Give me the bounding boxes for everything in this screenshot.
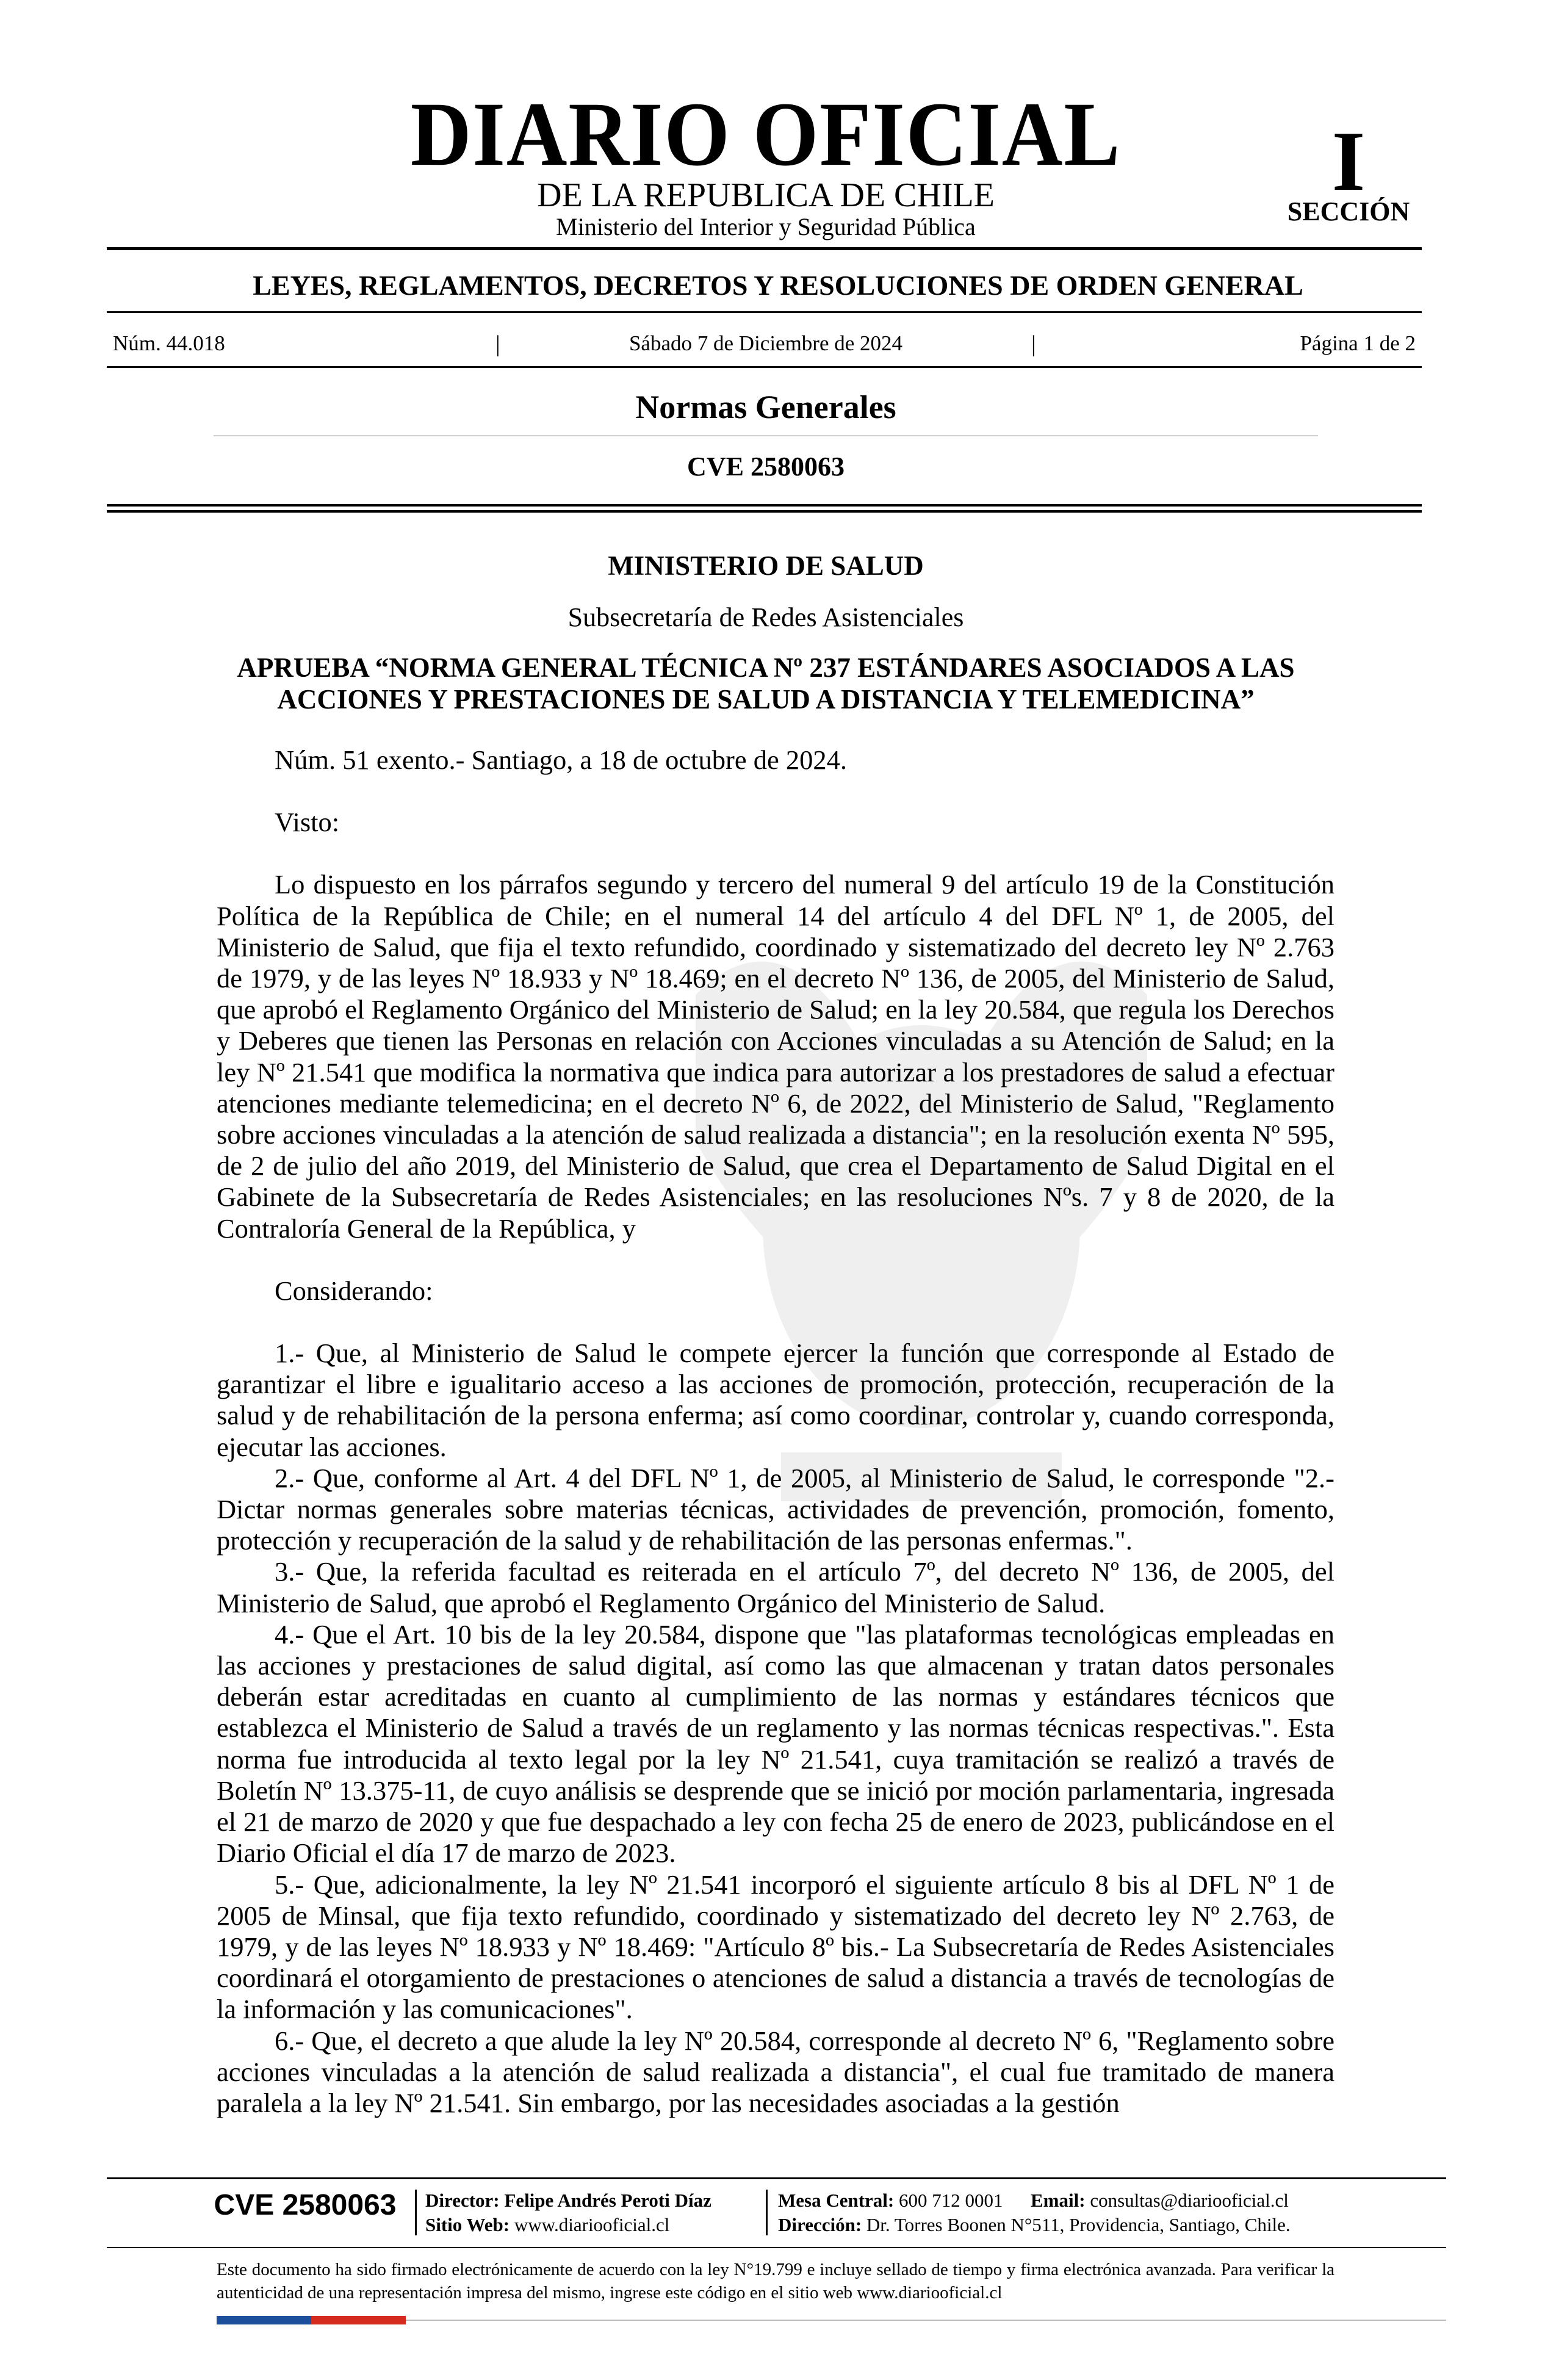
meta-separator: | — [495, 331, 500, 357]
band-rule — [107, 311, 1422, 313]
footer-address — [778, 2213, 1291, 2237]
director-name: Felipe Andrés Peroti Díaz — [504, 2190, 711, 2211]
address-label: Dirección: — [778, 2214, 862, 2235]
document-title-line: APRUEBA “NORMA GENERAL TÉCNICA Nº 237 ESTÁNDARES ASOCIADOS A LAS — [237, 652, 1295, 683]
director-label: Director: — [425, 2190, 500, 2211]
issue-number: Núm. 44.018 — [113, 331, 225, 355]
flag-stripe-red — [311, 2316, 406, 2324]
phone-label: Mesa Central: — [778, 2190, 895, 2211]
footer-cve-code: CVE 2580063 — [214, 2189, 397, 2221]
considerando-paragraph: 6.- Que, el decreto a que alude la ley Nº 20.584, corresponde al decreto Nº 6, "Reglamento sobre acciones vinculadas a la atención de salud realizada a distancia", el cual fue tramitado de manera paralela a la ley Nº 21.541. Sin embargo, por las necesidades asociadas a la gestión — [217, 2025, 1334, 2118]
visto-heading: Visto: — [275, 807, 340, 838]
subsecretaria: Subsecretaría de Redes Asistenciales — [567, 602, 964, 632]
site-label: Sitio Web: — [425, 2214, 510, 2235]
email-link[interactable]: consultas@diariooficial.cl — [1090, 2190, 1289, 2211]
masthead-band: LEYES, REGLAMENTOS, DECRETOS Y RESOLUCIONES DE ORDEN GENERAL — [253, 270, 1303, 301]
document-title — [183, 652, 1349, 715]
signature-note: Este documento ha sido firmado electrónicamente de acuerdo con la ley N°19.799 e incluye sellado de tiempo y firma electrónica avanzada. Para verificar la autenticidad de una representación impresa del mismo, ingrese este código en el sitio web www.diariooficial.cl — [217, 2260, 1334, 2302]
footer-divider — [415, 2190, 417, 2235]
considerando-heading: Considerando: — [275, 1275, 433, 1306]
flag-underline — [406, 2320, 1446, 2321]
meta-separator: | — [1031, 331, 1036, 357]
footer-director — [425, 2188, 711, 2213]
footer-rule — [107, 2247, 1446, 2248]
header-double-rule — [107, 510, 1422, 513]
masthead-title: DIARIO OFICIAL — [410, 84, 1122, 185]
decree-number-line: Núm. 51 exento.- Santiago, a 18 de octubre de 2024. — [275, 745, 847, 775]
masthead-subtitle: DE LA REPUBLICA DE CHILE — [537, 176, 995, 214]
cve-code: CVE 2580063 — [687, 452, 845, 481]
considerando-paragraph: 4.- Que el Art. 10 bis de la ley 20.584, dispone que "las plataformas tecnológicas empleadas en las acciones y prestaciones de salud digital, así como las que almacenan y tratan datos personales deberán estar acreditadas en cuanto al cumplimiento de las normas y estándares técnicos que establezca el Ministerio de Salud a través de un reglamento y las normas técnicas respectivas.". Esta norma fue introducida al texto legal por la ley Nº 21.541, cuya tramitación se realizó a través de Boletín Nº 13.375-11, de cuyo análisis se desprende que se inició por moción parlamentaria, ingresada el 21 de marzo de 2020 y que fue despachado a ley con fecha 25 de enero de 2023, publicándose en el Diario Oficial el día 17 de marzo de 2023. — [217, 1618, 1334, 1869]
issue-date: Sábado 7 de Diciembre de 2024 — [629, 331, 903, 355]
visto-paragraph: Lo dispuesto en los párrafos segundo y tercero del numeral 9 del artículo 19 de la Constitución Política de la República de Chile; en el numeral 14 del artículo 4 del DFL Nº 1, de 2005, del Ministerio de Salud, que fija el texto refundido, coordinado y sistematizado del decreto ley Nº 2.763 de 1979, y de las leyes Nº 18.933 y Nº 18.469; en el decreto Nº 136, de 2005, del Ministerio de Salud, que aprobó el Reglamento Orgánico del Ministerio de Salud; en la ley 20.584, que regula los Derechos y Deberes que tienen las Personas en relación con Acciones vinculadas a su Atención de Salud; en la ley Nº 21.541 que modifica la normativa que indica para autorizar a los prestadores de salud a efectuar atenciones mediante telemedicina; en el decreto Nº 6, de 2022, del Ministerio de Salud, "Reglamento sobre acciones vinculadas a la atención de salud realizada a distancia"; en la resolución exenta Nº 595, de 2 de julio del año 2019, del Ministerio de Salud, que crea el Departamento de Salud Digital en el Gabinete de la Subsecretaría de Redes Asistenciales; en las resoluciones Nºs. 7 y 8 de 2020, de la Contraloría General de la República, y — [217, 869, 1334, 1244]
address-text: Dr. Torres Boonen N°511, Providencia, Santiago, Chile. — [866, 2214, 1291, 2235]
phone-number: 600 712 0001 — [899, 2190, 1003, 2211]
email-label: Email: — [1031, 2190, 1086, 2211]
flag-stripe-blue — [217, 2316, 311, 2324]
masthead-rule — [107, 247, 1422, 250]
footer-divider — [766, 2190, 768, 2235]
footer-rule — [107, 2177, 1446, 2179]
considerando-paragraph: 2.- Que, conforme al Art. 4 del DFL Nº 1, de 2005, al Ministerio de Salud, le corresponde "2.- Dictar normas generales sobre materias técnicas, actividades de prevención, promoción, fomento, protección y recuperación de la salud y de rehabilitación de las personas enfermas.". — [217, 1462, 1334, 1556]
page-indicator: Página 1 de 2 — [1300, 331, 1416, 355]
masthead-ministry: Ministerio del Interior y Seguridad Pública — [556, 213, 976, 240]
document-title-line: ACCIONES Y PRESTACIONES DE SALUD A DISTANCIA Y TELEMEDICINA” — [277, 684, 1255, 715]
document-body — [217, 745, 1334, 2119]
site-link[interactable]: www.diariooficial.cl — [514, 2214, 670, 2235]
considerando-paragraph: 1.- Que, al Ministerio de Salud le compete ejercer la función que corresponde al Estado de garantizar el libre e igualitario acceso a las acciones de promoción, protección, recuperación de la salud y de rehabilitación de la persona enferma; así como coordinar, controlar y, cuando corresponda, ejecutar las acciones. — [217, 1338, 1334, 1462]
ministry-heading: MINISTERIO DE SALUD — [608, 550, 924, 581]
section-heading: Normas Generales — [635, 389, 896, 425]
footer-contact — [778, 2188, 1289, 2213]
section-number: I — [1331, 114, 1366, 209]
header-double-rule — [107, 504, 1422, 507]
considerando-paragraph: 3.- Que, la referida facultad es reiterada en el artículo 7º, del decreto Nº 136, de 2005, del Ministerio de Salud, que aprobó el Reglamento Orgánico del Ministerio de Salud. — [217, 1556, 1334, 1618]
footer-site — [425, 2213, 669, 2237]
section-divider — [214, 435, 1318, 436]
section-label: SECCIÓN — [1287, 197, 1410, 226]
meta-rule — [107, 366, 1422, 368]
considerando-paragraph: 5.- Que, adicionalmente, la ley Nº 21.541 incorporó el siguiente artículo 8 bis al DFL Nº 1 de 2005 de Minsal, que fija texto refundido, coordinado y sistematizado del decreto ley Nº 2.763, de 1979, y de las leyes Nº 18.933 y Nº 18.469: "Artículo 8º bis.- La Subsecretaría de Redes Asistenciales coordinará el otorgamiento de prestaciones o atenciones de salud a distancia a través de tecnologías de la información y las comunicaciones". — [217, 1869, 1334, 2025]
